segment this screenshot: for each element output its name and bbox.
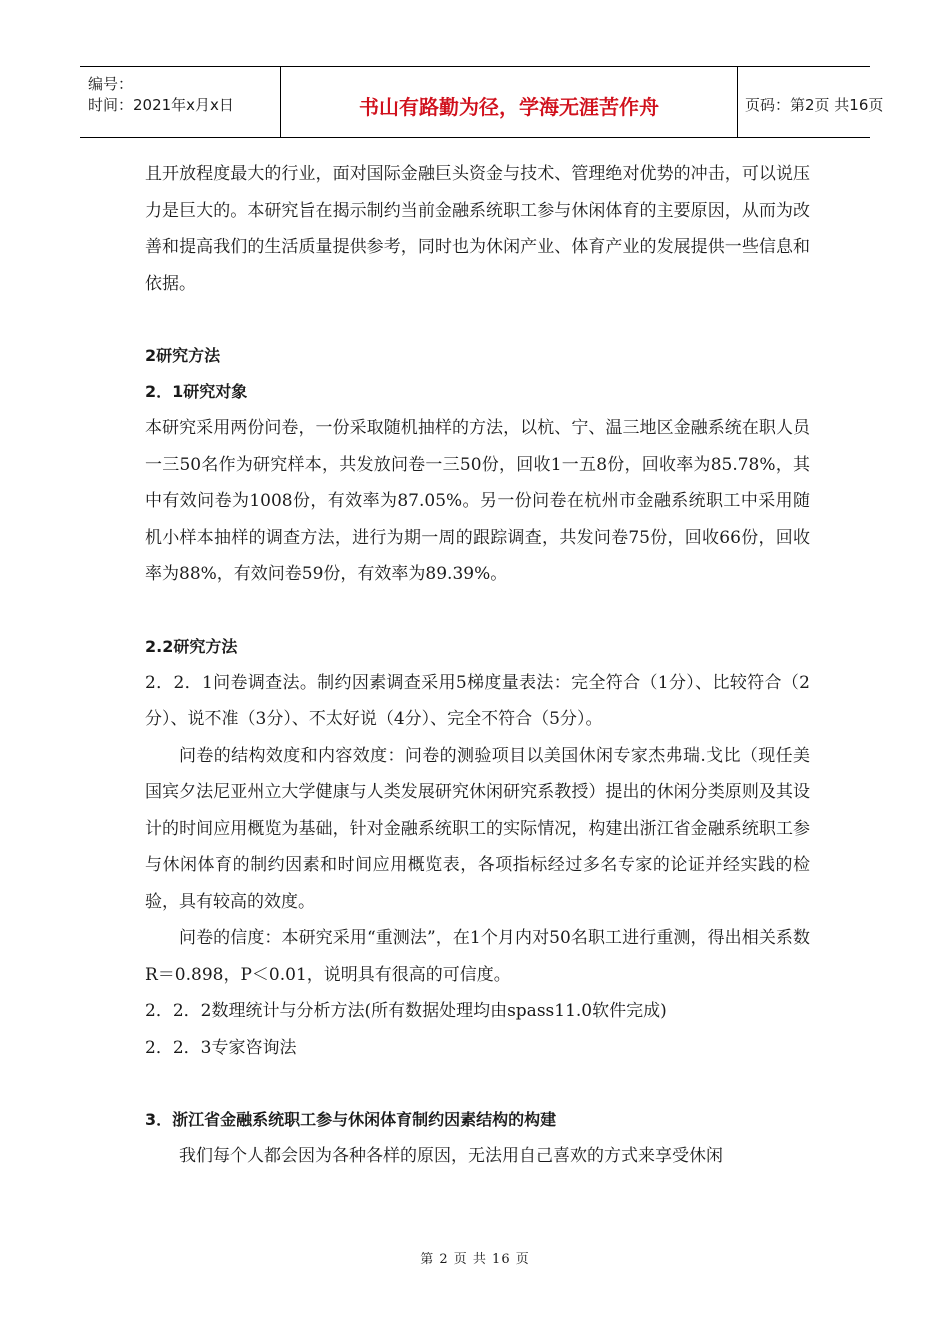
subjects-paragraph: 本研究采用两份问卷，一份采取随机抽样的方法，以杭、宁、温三地区金融系统在职人员一三50名作为研究样本，共发放问卷一三50份，回收1一五8份，回收率为85.78%，其中有效问卷为1008份，有效率为87.05%。另一份问卷在杭州市金融系统职工中采用随机小样本抽样的调查方法，进行为期一周的跟踪调查，共发问卷75份，回收66份，回收率为88%，有效问卷59份，有效率为89.39%。 (145, 418, 810, 584)
questionnaire-method-paragraph: 2．2．1问卷调查法。制约因素调查采用5梯度量表法：完全符合（1分）、比较符合（2分）、说不准（3分）、不太好说（4分）、完全不符合（5分）。 (145, 672, 810, 729)
document-body (145, 156, 810, 1175)
document-time-label: 时间：2021年x月x日 (88, 96, 234, 114)
page-footer: 第 2 页 共 16 页 (420, 1252, 530, 1267)
reliability-paragraph: 问卷的信度：本研究采用“重测法”，在1个月内对50名职工进行重测，得出相关系数R＝0.898，P＜0.01，说明具有很高的可信度。 (145, 928, 810, 985)
section-heading-methods: 2研究方法 (145, 346, 221, 365)
header-right-cell (737, 67, 884, 137)
section-heading-structure: 3．浙江省金融系统职工参与休闲体育制约因素结构的构建 (145, 1110, 557, 1129)
document-code-label: 编号： (88, 75, 134, 93)
header-page-info: 页码：第2页 共16页 (745, 96, 884, 114)
header-motto: 书山有路勤为径，学海无涯苦作舟 (359, 95, 659, 119)
intro-paragraph: 且开放程度最大的行业，面对国际金融巨头资金与技术、管理绝对优势的冲击，可以说压力是巨大的。本研究旨在揭示制约当前金融系统职工参与休闲体育的主要原因，从而为改善和提高我们的生活质量提供参考，同时也为休闲产业、体育产业的发展提供一些信息和依据。 (145, 164, 810, 294)
structure-paragraph: 我们每个人都会因为各种各样的原因，无法用自己喜欢的方式来享受休闲 (179, 1146, 723, 1166)
expert-consultation-paragraph: 2．2．3专家咨询法 (145, 1037, 297, 1058)
page-header (80, 66, 884, 138)
validity-paragraph: 问卷的结构效度和内容效度：问卷的测验项目以美国休闲专家杰弗瑞.戈比（现任美国宾夕法尼亚州立大学健康与人类发展研究休闲研究系教授）提出的休闲分类原则及其设计的时间应用概览为基础，针对金融系统职工的实际情况，构建出浙江省金融系统职工参与休闲体育的制约因素和时间应用概览表，各项指标经过多名专家的论证并经实践的检验，具有较高的效度。 (145, 745, 810, 912)
subsection-heading-methods: 2.2研究方法 (145, 636, 238, 656)
header-center-cell (280, 67, 738, 137)
header-left-cell (80, 67, 280, 137)
statistics-method-paragraph: 2．2．2数理统计与分析方法(所有数据处理均由spass11.0软件完成) (145, 1001, 667, 1021)
subsection-heading-subjects: 2．1研究对象 (145, 382, 248, 401)
